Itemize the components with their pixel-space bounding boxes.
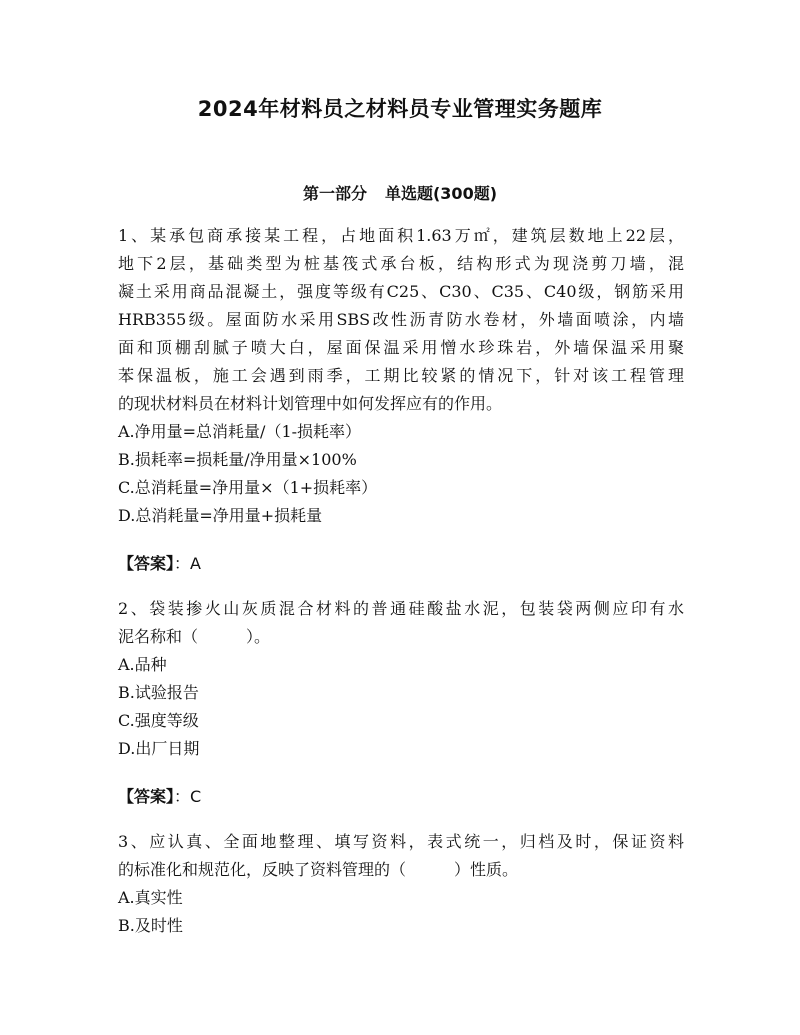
- question-text-line: 的现状材料员在材料计划管理中如何发挥应有的作用。: [118, 394, 503, 413]
- option-b: B.试验报告: [118, 683, 199, 702]
- answer-line: [118, 552, 684, 576]
- document-title: 2024年材料员之材料员专业管理实务题库: [197, 97, 603, 121]
- question-text-line: 1、某承包商承接某工程，占地面积1.63万㎡，建筑层数地上22层，: [118, 226, 684, 245]
- question-text-line: 的标准化和规范化，反映了资料管理的（ ）性质。: [118, 860, 519, 879]
- option-b: B.及时性: [118, 916, 183, 935]
- option-a: A.真实性: [118, 888, 183, 907]
- question-text-line: 面和顶棚刮腻子喷大白，屋面保温采用憎水珍珠岩，外墙保温采用聚: [118, 338, 684, 357]
- answer-line: [118, 785, 684, 809]
- question-text-line: 地下2层，基础类型为桩基筏式承台板，结构形式为现浇剪刀墙，混: [118, 254, 684, 273]
- option-d: D.总消耗量=净用量+损耗量: [118, 506, 323, 525]
- section-type: 单选题(300题): [384, 184, 498, 203]
- option-d: D.出厂日期: [118, 739, 200, 758]
- question-text-line: HRB355级。屋面防水采用SBS改性沥青防水卷材，外墙面喷涂，内墙: [118, 310, 684, 329]
- answer-label: 【答案】: [118, 787, 175, 806]
- section-heading: [0, 181, 800, 207]
- question-text-line: 2、袋装掺火山灰质混合材料的普通硅酸盐水泥，包装袋两侧应印有水: [118, 599, 684, 618]
- answer-separator: ：: [174, 554, 191, 573]
- question-text-line: 苯保温板，施工会遇到雨季，工期比较紧的情况下，针对该工程管理: [118, 366, 684, 385]
- option-b: B.损耗率=损耗量/净用量×100%: [118, 450, 357, 469]
- answer-separator: ：: [174, 787, 191, 806]
- question-text-line: 泥名称和（ ）。: [118, 627, 271, 646]
- question-text-line: 3、应认真、全面地整理、填写资料，表式统一，归档及时，保证资料: [118, 832, 684, 851]
- option-a: A.净用量=总消耗量/（1-损耗率）: [118, 422, 362, 441]
- option-c: C.总消耗量=净用量×（1+损耗率）: [118, 478, 378, 497]
- question-text-line: 凝土采用商品混凝土，强度等级有C25、C30、C35、C40级，钢筋采用: [118, 282, 684, 301]
- answer-value: C: [190, 787, 202, 806]
- answer-label: 【答案】: [118, 554, 175, 573]
- option-a: A.品种: [118, 655, 167, 674]
- section-part: 第一部分: [302, 184, 367, 203]
- option-c: C.强度等级: [118, 711, 199, 730]
- answer-value: A: [190, 554, 201, 573]
